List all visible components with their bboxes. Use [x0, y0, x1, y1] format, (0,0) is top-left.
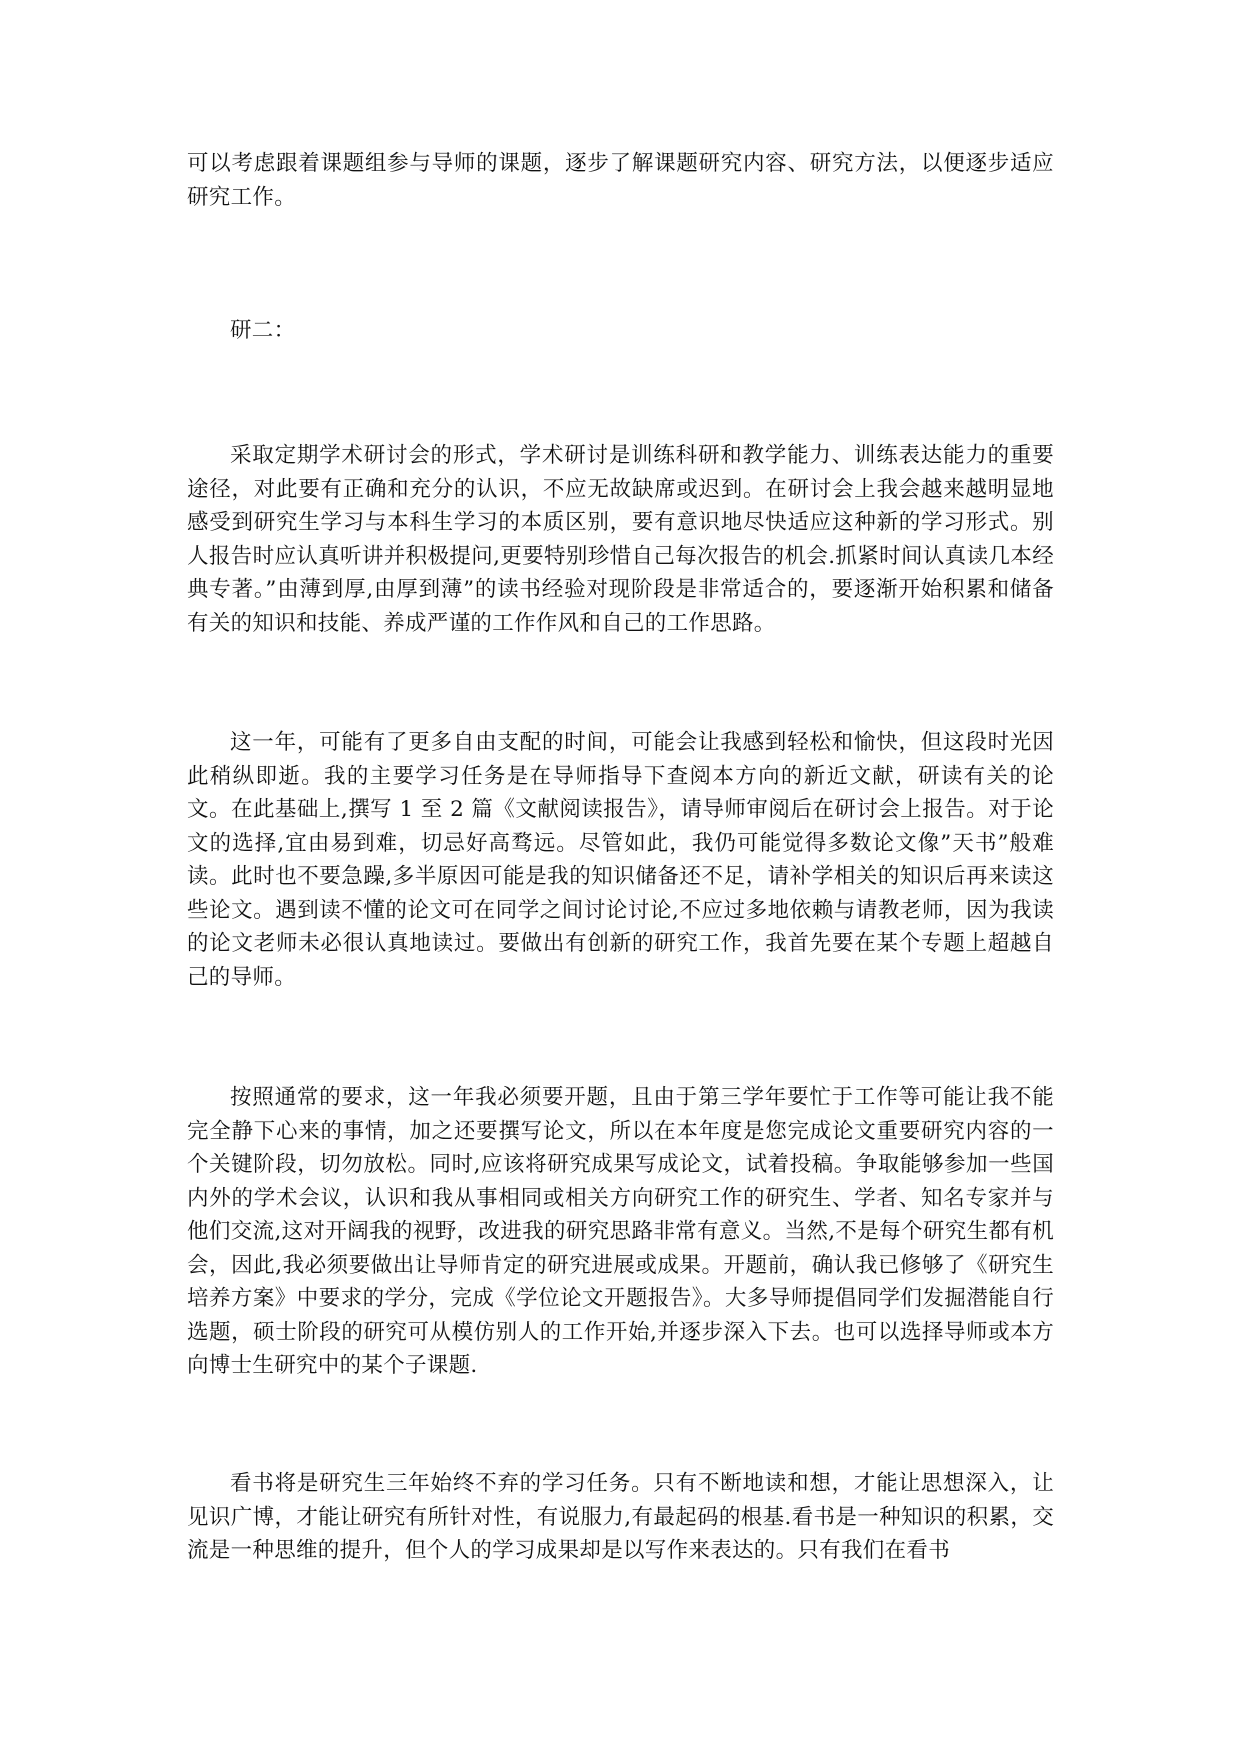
section-heading-year-two: 研二： [230, 318, 296, 343]
paragraph-literature-reading: 这一年，可能有了更多自由支配的时间，可能会让我感到轻松和愉快，但这段时光因此稍纵即逝。我的主要学习任务是在导师指导下查阅本方向的新近文献，研读有关的论文。在此基础上,撰写 1 至 2 篇《文献阅读报告》，请导师审阅后在研讨会上报告。对于论文的选择,宜由易到难，切忌好高骛远。尽管如此，我仍可能觉得多数论文像”天书”般难读。此时也不要急躁,多半原因可能是我的知识储备还不足，请补学相关的知识后再来读这些论文。遇到读不懂的论文可在同学之间讨论讨论,不应过多地依赖与请教老师，因为我读的论文老师未必很认真地读过。要做出有创新的研究工作，我首先要在某个专题上超越自己的导师。 [187, 730, 1054, 990]
paragraph-intro-continuation: 可以考虑跟着课题组参与导师的课题，逐步了解课题研究内容、研究方法，以便逐步适应研究工作。 [187, 151, 1054, 210]
paragraph-thesis-proposal: 按照通常的要求，这一年我必须要开题，且由于第三学年要忙于工作等可能让我不能完全静下心来的事情，加之还要撰写论文，所以在本年度是您完成论文重要研究内容的一个关键阶段，切勿放松。同时,应该将研究成果写成论文，试着投稿。争取能够参加一些国内外的学术会议，认识和我从事相同或相关方向研究工作的研究生、学者、知名专家并与他们交流,这对开阔我的视野，改进我的研究思路非常有意义。当然,不是每个研究生都有机会，因此,我必须要做出让导师肯定的研究进展或成果。开题前，确认我已修够了《研究生培养方案》中要求的学分，完成《学位论文开题报告》。大多导师提倡同学们发掘潜能自行选题，硕士阶段的研究可从模仿别人的工作开始,并逐步深入下去。也可以选择导师或本方向博士生研究中的某个子课题. [187, 1085, 1054, 1378]
paragraph-reading-writing: 看书将是研究生三年始终不弃的学习任务。只有不断地读和想，才能让思想深入，让见识广博，才能让研究有所针对性，有说服力,有最起码的根基.看书是一种知识的积累，交流是一种思维的提升，但个人的学习成果却是以写作来表达的。只有我们在看书 [187, 1471, 1054, 1563]
paragraph-seminars: 采取定期学术研讨会的形式，学术研讨是训练科研和教学能力、训练表达能力的重要途径，对此要有正确和充分的认识，不应无故缺席或迟到。在研讨会上我会越来越明显地感受到研究生学习与本科生学习的本质区别，要有意识地尽快适应这种新的学习形式。别人报告时应认真听讲并积极提问,更要特别珍惜自己每次报告的机会.抓紧时间认真读几本经典专著。”由薄到厚,由厚到薄”的读书经验对现阶段是非常适合的，要逐渐开始积累和储备有关的知识和技能、养成严谨的工作作风和自己的工作思路。 [187, 443, 1054, 636]
